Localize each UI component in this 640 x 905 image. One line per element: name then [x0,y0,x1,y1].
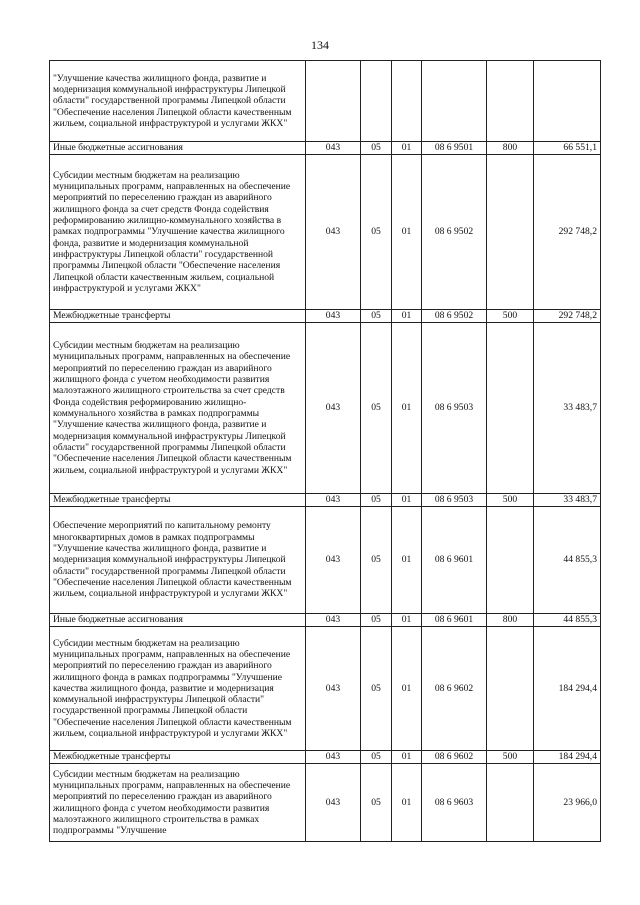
table-row [50,61,601,142]
subsection-code: 01 [392,323,422,494]
table-row [50,751,601,764]
subsection-code: 01 [392,142,422,155]
row-description: Субсидии местным бюджетам на реализацию муниципальных программ, направленных на обеспечение мероприятий по переселению граждан из аварийного жилищного фонда за счет средств Фонда содействия реформированию жилищно-коммунального хозяйства в рамках подпрограммы "Улучшение качества жилищного фонда, развитие и модернизация коммунальной инфраструктуры Липецкой области" государственной программы Липецкой области "Обеспечение населения Липецкой области качественным жильем, социальной инфраструктурой и услугами ЖКХ" [50,155,306,310]
expense-type-code: 500 [487,310,534,323]
amount-value: 292 748,2 [534,310,601,323]
section-code: 05 [361,155,392,310]
section-code: 05 [361,614,392,627]
amount-value: 184 294,4 [534,751,601,764]
row-description: Межбюджетные трансферты [50,751,306,764]
ministry-code [306,61,361,142]
section-code: 05 [361,627,392,751]
expense-type-code: 500 [487,751,534,764]
section-code: 05 [361,323,392,494]
expense-type-code [487,61,534,142]
subsection-code: 01 [392,155,422,310]
row-description: Иные бюджетные ассигнования [50,614,306,627]
row-description: Иные бюджетные ассигнования [50,142,306,155]
target-article-code: 08 6 9601 [422,614,487,627]
target-article-code [422,61,487,142]
target-article-code: 08 6 9603 [422,764,487,842]
subsection-code: 01 [392,764,422,842]
ministry-code: 043 [306,627,361,751]
ministry-code: 043 [306,142,361,155]
target-article-code: 08 6 9601 [422,507,487,614]
table-row [50,764,601,842]
ministry-code: 043 [306,323,361,494]
target-article-code: 08 6 9503 [422,494,487,507]
amount-value: 23 966,0 [534,764,601,842]
expense-type-code: 800 [487,142,534,155]
ministry-code: 043 [306,310,361,323]
row-description: "Улучшение качества жилищного фонда, развитие и модернизация коммунальной инфраструктуры Липецкой области" государственной программы Липецкой области "Обеспечение населения Липецкой области качественным жильем, социальной инфраструктурой и услугами ЖКХ" [50,61,306,142]
row-description: Субсидии местным бюджетам на реализацию муниципальных программ, направленных на обеспечение мероприятий по переселению граждан из аварийного жилищного фонда в рамках подпрограммы "Улучшение качества жилищного фонда, развитие и модернизация коммунальной инфраструктуры Липецкой области" государственной программы Липецкой области "Обеспечение населения Липецкой области качественным жильем, социальной инфраструктурой и услугами ЖКХ" [50,627,306,751]
ministry-code: 043 [306,764,361,842]
target-article-code: 08 6 9503 [422,323,487,494]
table-row [50,310,601,323]
budget-table [49,60,601,842]
expense-type-code [487,507,534,614]
subsection-code: 01 [392,494,422,507]
row-description: Субсидии местным бюджетам на реализацию муниципальных программ, направленных на обеспечение мероприятий по переселению граждан из аварийного жилищного фонда с учетом необходимости развития малоэтажного жилищного строительства в рамках подпрограммы "Улучшение [50,764,306,842]
ministry-code: 043 [306,751,361,764]
subsection-code: 01 [392,614,422,627]
table-row [50,627,601,751]
target-article-code: 08 6 9501 [422,142,487,155]
target-article-code: 08 6 9602 [422,627,487,751]
target-article-code: 08 6 9502 [422,310,487,323]
page-number: 134 [311,38,329,52]
amount-value: 292 748,2 [534,155,601,310]
subsection-code: 01 [392,310,422,323]
table-row [50,614,601,627]
expense-type-code [487,155,534,310]
section-code: 05 [361,751,392,764]
section-code: 05 [361,507,392,614]
amount-value [534,61,601,142]
row-description: Межбюджетные трансферты [50,494,306,507]
table-row [50,494,601,507]
ministry-code: 043 [306,614,361,627]
section-code: 05 [361,494,392,507]
ministry-code: 043 [306,507,361,614]
subsection-code: 01 [392,507,422,614]
table-row [50,155,601,310]
section-code: 05 [361,764,392,842]
ministry-code: 043 [306,494,361,507]
section-code [361,61,392,142]
target-article-code: 08 6 9502 [422,155,487,310]
expense-type-code: 500 [487,494,534,507]
row-description: Межбюджетные трансферты [50,310,306,323]
target-article-code: 08 6 9602 [422,751,487,764]
amount-value: 33 483,7 [534,494,601,507]
amount-value: 184 294,4 [534,627,601,751]
amount-value: 66 551,1 [534,142,601,155]
row-description: Обеспечение мероприятий по капитальному ремонту многоквартирных домов в рамках подпрограммы "Улучшение качества жилищного фонда, развитие и модернизация коммунальной инфраструктуры Липецкой области" государственной программы Липецкой области "Обеспечение населения Липецкой области качественным жильем, социальной инфраструктурой и услугами ЖКХ" [50,507,306,614]
amount-value: 44 855,3 [534,614,601,627]
row-description: Субсидии местным бюджетам на реализацию муниципальных программ, направленных на обеспечение мероприятий по переселению граждан из аварийного жилищного фонда с учетом необходимости развития малоэтажного жилищного строительства за счет средств Фонда содействия реформированию жилищно-коммунального хозяйства в рамках подпрограммы "Улучшение качества жилищного фонда, развитие и модернизация коммунальной инфраструктуры Липецкой области" государственной программы Липецкой области "Обеспечение населения Липецкой области качественным жильем, социальной инфраструктурой и услугами ЖКХ" [50,323,306,494]
table-row [50,323,601,494]
budget-table-body [50,61,601,842]
subsection-code [392,61,422,142]
expense-type-code [487,764,534,842]
ministry-code: 043 [306,155,361,310]
subsection-code: 01 [392,627,422,751]
section-code: 05 [361,142,392,155]
amount-value: 33 483,7 [534,323,601,494]
table-row [50,507,601,614]
subsection-code: 01 [392,751,422,764]
expense-type-code [487,323,534,494]
expense-type-code: 800 [487,614,534,627]
table-row [50,142,601,155]
amount-value: 44 855,3 [534,507,601,614]
section-code: 05 [361,310,392,323]
expense-type-code [487,627,534,751]
